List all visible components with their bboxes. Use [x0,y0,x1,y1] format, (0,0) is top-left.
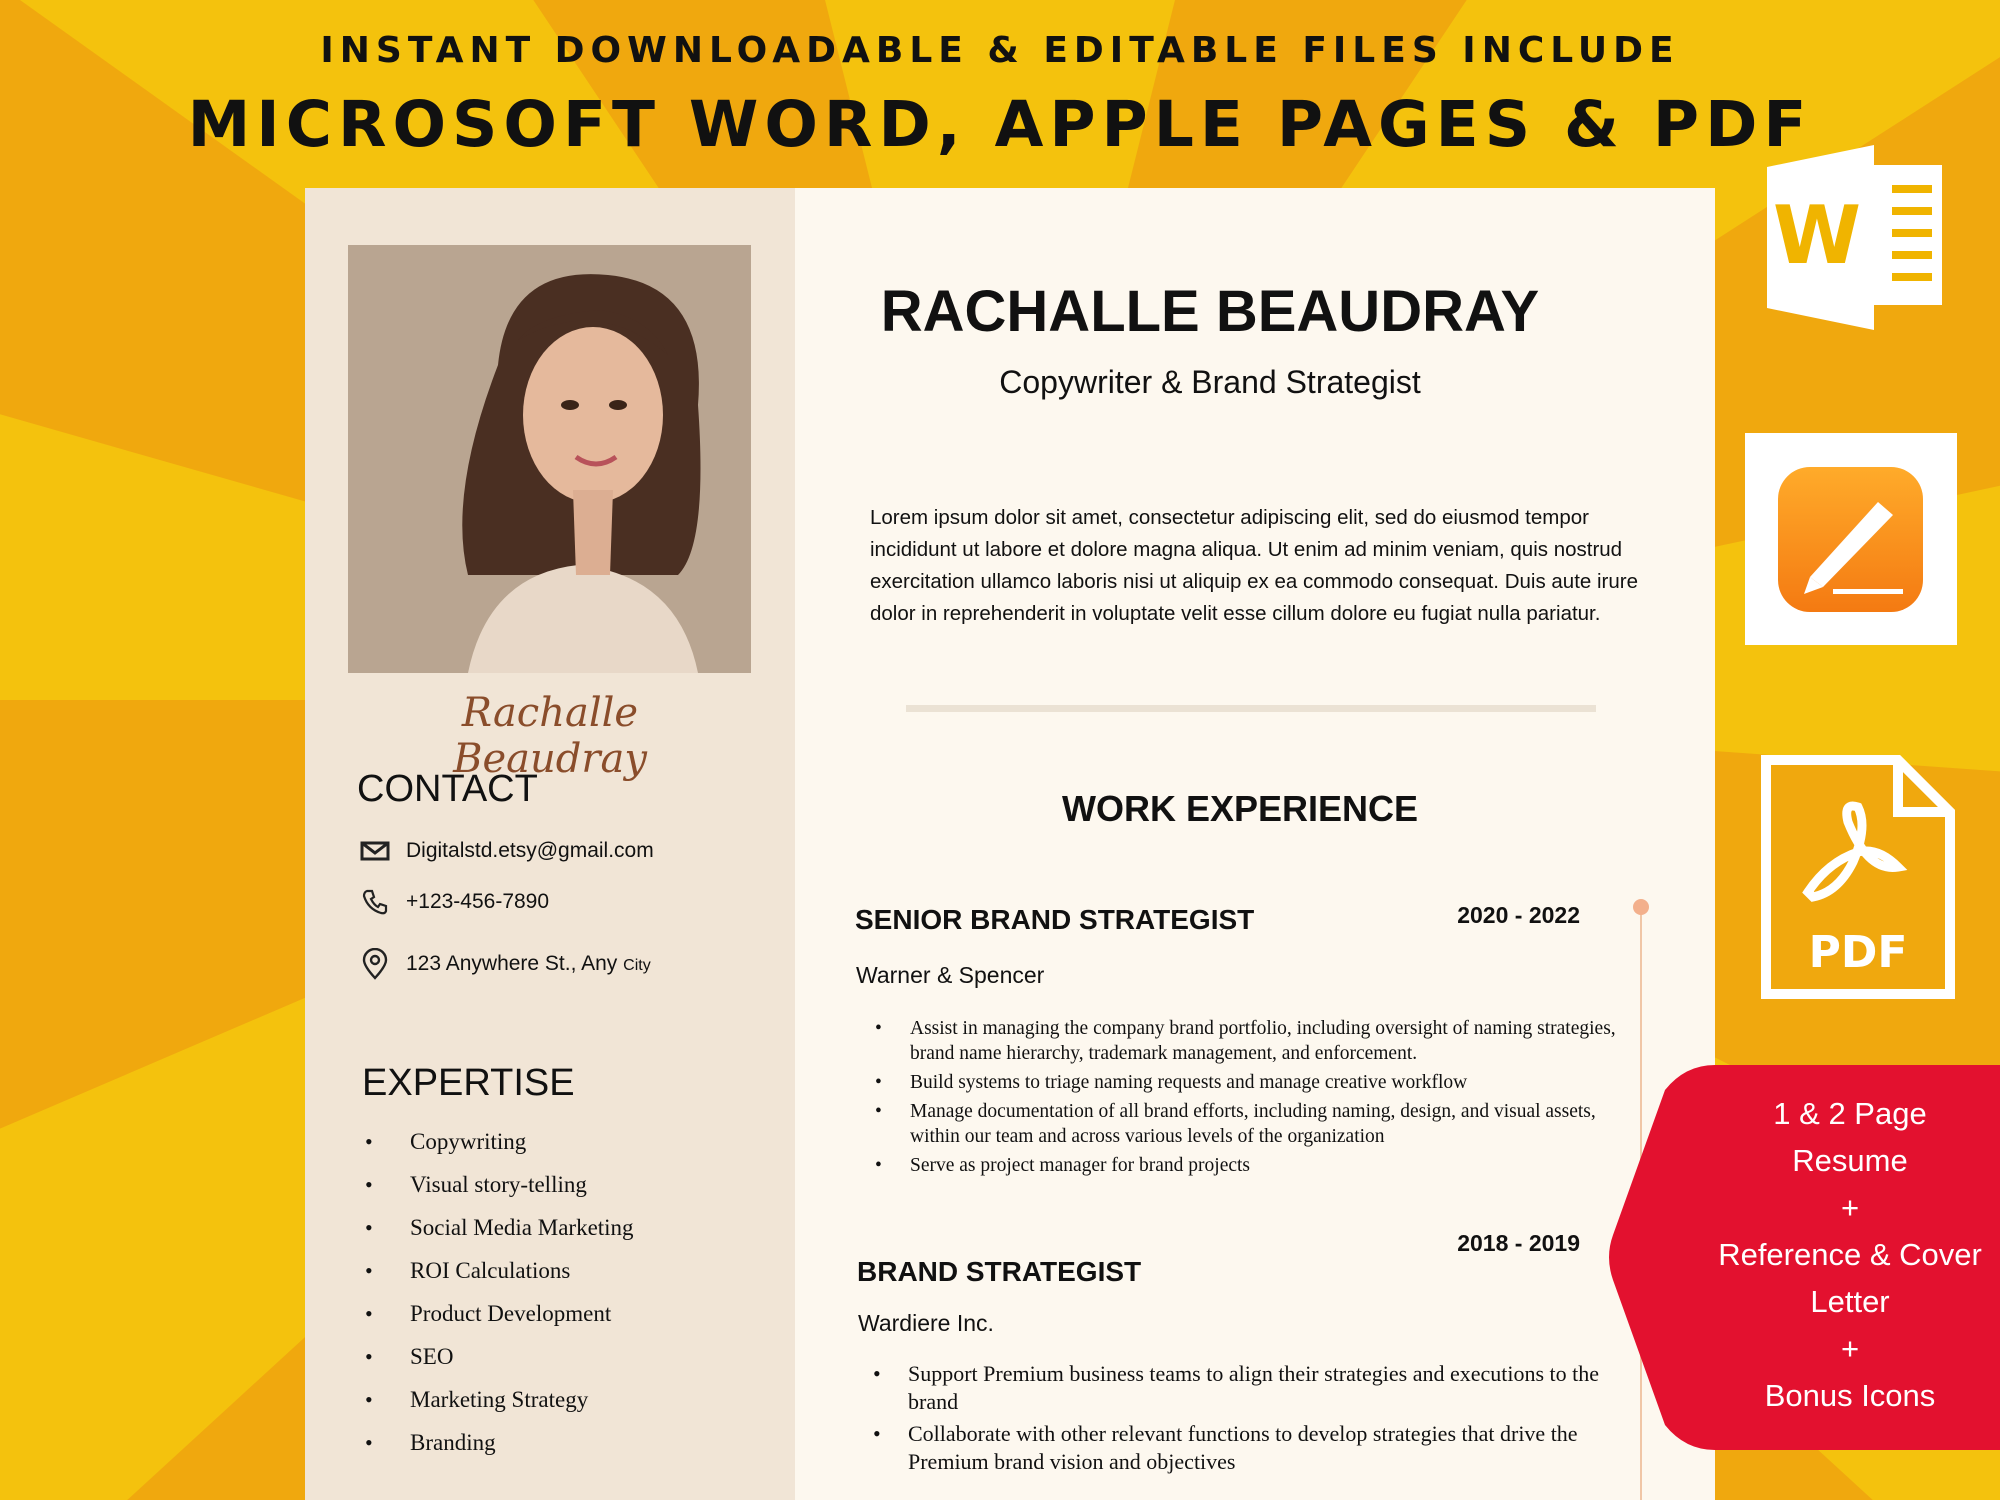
work-experience-heading: WORK EXPERIENCE [1061,788,1419,829]
badge-line: Letter [1810,1284,1890,1319]
list-item: • Build systems to triage naming requests and manage creative workflow [862,1070,1622,1095]
timeline-dot [1633,899,1649,915]
badge-line: Bonus Icons [1764,1378,1936,1413]
address-text: 123 Anywhere St., Any City [406,952,651,975]
list-item: • Visual story-telling [360,1171,634,1214]
word-letter: W [1772,189,1862,282]
job-title: BRAND STRATEGIST [857,1256,1142,1287]
list-item: • Copywriting [360,1128,634,1171]
job-company: Warner & Spencer [856,962,1045,988]
list-item: • Assist in managing the company brand portfolio, including oversight of naming strategies, brand name hierarchy, trademark management, and enforcement. [862,1016,1622,1066]
job-title: SENIOR BRAND STRATEGIST [855,904,1255,935]
signature: Rachalle Beaudray [453,690,647,782]
badge-line: Resume [1792,1143,1908,1178]
pdf-document-icon [1758,752,1958,1002]
profile-photo [348,245,751,673]
contact-address [360,944,780,984]
mail-icon [360,835,390,867]
list-item: • SEO [360,1343,634,1386]
job-dates: 2018 - 2019 [1457,1230,1580,1256]
phone-text: +123-456-7890 [406,890,550,913]
job-bullets [860,1360,1620,1480]
location-pin-icon [360,948,390,980]
contact-phone[interactable] [360,882,780,922]
expertise-list [360,1128,634,1472]
section-divider [906,705,1596,712]
list-item: • Branding [360,1429,634,1472]
resume-role: Copywriter & Brand Strategist [999,364,1421,400]
contact-email[interactable] [360,831,780,871]
badge-line: Reference & Cover [1718,1237,1982,1272]
list-item: • Serve as project manager for brand projects [862,1153,1622,1178]
job-company: Wardiere Inc. [858,1310,994,1336]
apple-pages-icon [1778,467,1923,612]
job-dates: 2020 - 2022 [1457,902,1580,928]
list-item: • ROI Calculations [360,1257,634,1300]
list-item: • Marketing Strategy [360,1386,634,1429]
badge-line: 1 & 2 Page [1773,1096,1927,1131]
list-item: • Manage documentation of all brand efforts, including naming, design, and visual assets, within our team and across various levels of the organization [862,1099,1622,1149]
banner-subtitle: INSTANT DOWNLOADABLE & EDITABLE FILES INCLUDE [320,30,1680,71]
resume-name: RACHALLE BEAUDRAY [880,279,1540,344]
pdf-label: PDF [1808,927,1908,978]
list-item: • Support Premium business teams to align their strategies and executions to the brand [860,1360,1620,1416]
word-document-icon [1762,145,1948,330]
contact-heading: CONTACT [357,768,538,810]
badge-line: + [1840,1331,1860,1366]
profile-summary: Lorem ipsum dolor sit amet, consectetur adipiscing elit, sed do eiusmod tempor incididunt ut labore et dolore magna aliqua. Ut enim ad minim veniam, quis nostrud exercitation ullamco laboris nisi ut aliquip ex ea commodo consequat. Duis aute irure dolor in reprehenderit in voluptate velit esse cillum dolore eu fugiat nulla pariatur. [870,506,1639,625]
email-text: Digitalstd.etsy@gmail.com [406,839,654,862]
expertise-heading: EXPERTISE [362,1062,575,1104]
banner-title: MICROSOFT WORD, APPLE PAGES & PDF [187,88,1813,161]
list-item: • Social Media Marketing [360,1214,634,1257]
phone-icon [360,886,390,918]
offer-badge-text [1690,1090,2000,1419]
badge-line: + [1840,1190,1860,1225]
list-item: • Collaborate with other relevant functions to develop strategies that drive the Premium brand vision and objectives [860,1420,1620,1476]
job-bullets [862,1016,1622,1182]
list-item: • Product Development [360,1300,634,1343]
